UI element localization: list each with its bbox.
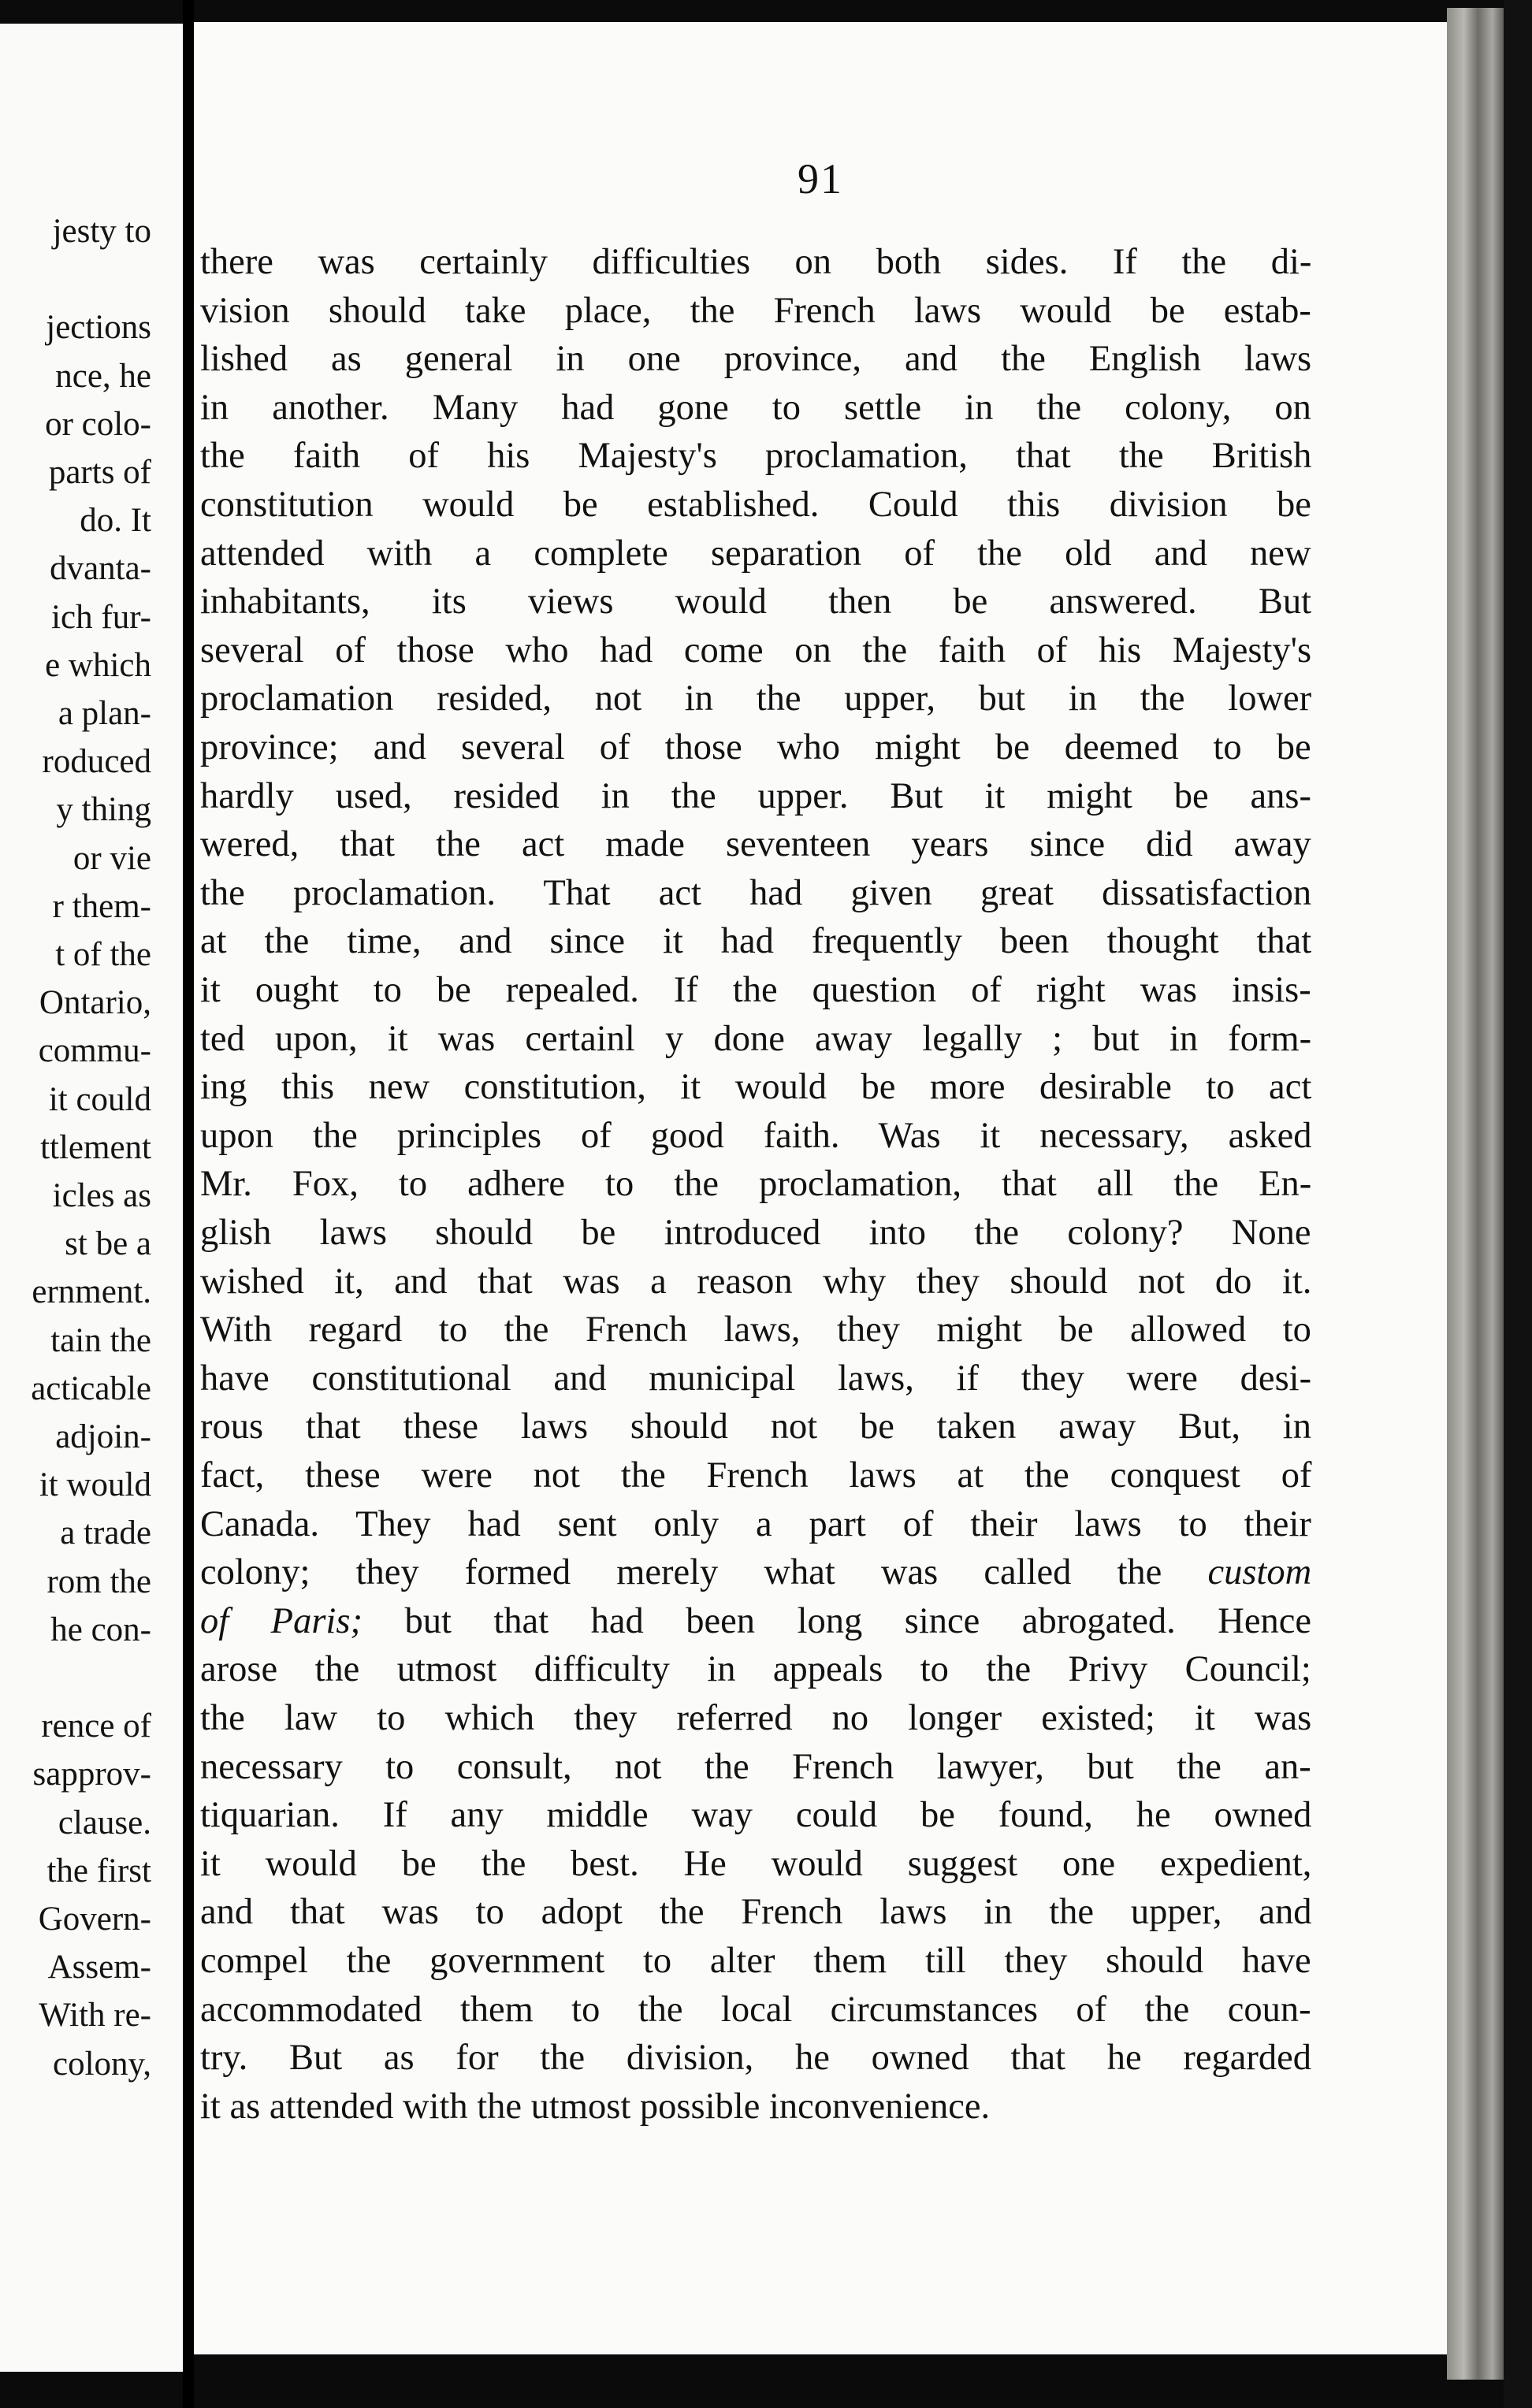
text-run: Canada. They had sent only a part of their laws to their	[200, 1503, 1311, 1544]
text-run: necessary to consult, not the French lawyer, but the an-	[200, 1746, 1311, 1787]
left-page-line: e which	[45, 646, 151, 684]
text-run: it ought to be repealed. If the question of right was insis-	[200, 970, 1311, 1010]
text-line	[200, 1600, 1312, 1641]
book-gutter	[183, 0, 194, 2408]
left-page-line: it could	[48, 1080, 151, 1118]
left-page-line: he con-	[50, 1611, 151, 1648]
left-page-line: rence of	[41, 1708, 151, 1745]
text-run: try. But as for the division, he owned that he regarded	[200, 2038, 1312, 2079]
left-page-line: sapprov-	[32, 1756, 151, 1793]
text-line	[200, 1261, 1312, 1302]
text-run: several of those who had come on the faith of his Majesty's	[200, 630, 1312, 671]
left-page-line: parts of	[48, 454, 151, 491]
text-run: arose the utmost difficulty in appeals to the Privy Council;	[200, 1649, 1311, 1690]
text-run: compel the government to alter them till they should have	[200, 1941, 1311, 1981]
left-page-line: roduced	[42, 743, 151, 781]
text-line	[200, 2040, 1311, 2077]
left-page-line: do. It	[80, 502, 151, 540]
text-run: inhabitants, its views would then be answered. But	[200, 582, 1312, 622]
text-run: there was certainly difficulties on both sides. If the di-	[200, 242, 1312, 282]
left-page-line: With re-	[39, 1997, 151, 2035]
text-run: the proclamation. That act had given great dissatisfaction	[200, 872, 1312, 913]
text-run: Mr. Fox, to adhere to the proclamation, that all the En-	[200, 1164, 1312, 1205]
text-line	[200, 584, 1311, 621]
left-page-line: a plan-	[58, 695, 151, 732]
text-line	[200, 1649, 1311, 1690]
left-page-line: tain the	[50, 1321, 151, 1359]
text-line	[200, 533, 1311, 574]
text-run: in another. Many had gone to settle in the colony, on	[200, 387, 1311, 428]
text-run: constitution would be established. Could this division be	[200, 485, 1311, 525]
text-run: vision should take place, the French laws would be estab-	[200, 290, 1311, 331]
left-page-line: it would	[39, 1466, 151, 1504]
text-run: attended with a complete separation of the old and new	[200, 533, 1311, 574]
left-page-line: the first	[46, 1852, 151, 1890]
text-run: at the time, and since it had frequently been thought that	[200, 921, 1312, 962]
text-run: and that was to adopt the French laws in the upper, and	[200, 1892, 1312, 1933]
text-line	[200, 1989, 1311, 2030]
text-line	[200, 1215, 1311, 1252]
text-run: tiquarian. If any middle way could be found, he owned	[200, 1795, 1312, 1836]
text-line	[200, 387, 1311, 428]
left-page-line: jections	[46, 309, 151, 347]
text-line	[200, 872, 1312, 913]
text-line	[200, 1943, 1311, 1980]
text-line	[200, 972, 1311, 1009]
text-run: the faith of his Majesty's proclamation, that the British	[200, 436, 1312, 477]
text-line	[200, 1115, 1312, 1156]
text-line	[200, 678, 1312, 719]
left-page-line: icles as	[52, 1177, 151, 1214]
left-page-line: st be a	[65, 1225, 151, 1263]
text-line	[200, 1069, 1311, 1106]
text-run: ing this new constitution, it would be more desirable to act	[200, 1067, 1312, 1108]
text-line	[200, 1358, 1312, 1399]
text-run: fact, these were not the French laws at the conquest of	[200, 1455, 1312, 1496]
previous-page-fragment	[0, 24, 185, 2372]
text-line	[200, 2086, 991, 2127]
text-run: it would be the best. He would suggest one expedient,	[200, 1843, 1312, 1884]
text-run: ted upon, it was certainl y done away legally ; but in form-	[200, 1018, 1312, 1059]
text-run: proclamation resided, not in the upper, but in the lower	[200, 678, 1312, 719]
text-line	[200, 1797, 1311, 1834]
text-run: but that had been long since abrogated. Hence	[362, 1600, 1312, 1641]
left-page-line: or colo-	[45, 405, 151, 443]
text-run: rous that these laws should not be taken away But, in	[200, 1407, 1311, 1447]
text-run: colony; they formed merely what was called the	[200, 1552, 1208, 1593]
text-line	[200, 1843, 1312, 1884]
left-page-line: ttlement	[40, 1128, 151, 1166]
text-line	[200, 630, 1312, 671]
left-page-line: Assem-	[47, 1949, 151, 1986]
italic-run: custom	[1207, 1552, 1312, 1593]
left-page-line: clause.	[58, 1804, 151, 1841]
book-page	[194, 22, 1447, 2354]
left-page-line: acticable	[31, 1369, 151, 1407]
text-line	[200, 1552, 1312, 1593]
text-line	[200, 1746, 1311, 1787]
text-run: accommodated them to the local circumstances of the coun-	[200, 1989, 1311, 2030]
text-run: With regard to the French laws, they might be allowed to	[200, 1310, 1311, 1351]
italic-run: of Paris;	[200, 1600, 363, 1641]
text-line	[200, 923, 1311, 961]
text-line	[200, 1503, 1311, 1544]
text-run: upon the principles of good faith. Was it necessary, asked	[200, 1115, 1312, 1156]
text-run: have constitutional and municipal laws, if they were desi-	[200, 1358, 1312, 1399]
text-run: province; and several of those who might be deemed to be	[200, 727, 1311, 767]
left-page-line: commu-	[38, 1032, 151, 1070]
text-run: wered, that the act made seventeen years since did away	[200, 824, 1311, 865]
left-page-line: dvanta-	[50, 550, 151, 588]
text-line	[200, 775, 1311, 816]
text-run: hardly used, resided in the upper. But it might be ans-	[200, 775, 1311, 816]
left-page-line: or vie	[73, 839, 151, 877]
text-line	[200, 1455, 1312, 1496]
text-run: the law to which they referred no longer existed; it was	[200, 1698, 1312, 1738]
text-line	[200, 1312, 1311, 1349]
text-line	[200, 727, 1311, 767]
left-page-line: Govern-	[38, 1901, 151, 1938]
text-line	[200, 244, 1311, 281]
text-line	[200, 438, 1311, 475]
text-run: lished as general in one province, and the English laws	[200, 339, 1312, 380]
left-page-line: jesty to	[52, 213, 151, 250]
left-page-line: nce, he	[55, 357, 151, 395]
text-line	[200, 290, 1311, 331]
left-page-line: a trade	[60, 1514, 151, 1552]
text-line	[200, 824, 1311, 865]
left-page-line: t of the	[55, 936, 151, 973]
left-page-line: colony,	[53, 2045, 151, 2083]
text-run: glish laws should be introduced into the colony? None	[200, 1213, 1311, 1253]
text-run: wished it, and that was a reason why they should not do it.	[200, 1261, 1312, 1302]
left-page-line: Ontario,	[39, 984, 151, 1022]
left-page-line: adjoin-	[55, 1418, 151, 1455]
page-edges	[1447, 8, 1504, 2380]
page-number: 91	[798, 155, 843, 203]
text-line	[200, 1018, 1312, 1059]
left-page-line: rom the	[46, 1563, 151, 1600]
left-page-line: y thing	[56, 791, 151, 829]
text-line	[200, 1166, 1311, 1203]
text-line	[200, 1700, 1311, 1737]
text-line	[200, 341, 1311, 378]
scan-border	[1504, 0, 1532, 2408]
left-page-line: ich fur-	[51, 598, 151, 636]
text-line	[200, 1409, 1311, 1446]
text-run: it as attended with the utmost possible inconvenience.	[200, 2086, 991, 2127]
left-page-line: r them-	[52, 887, 151, 925]
text-line	[200, 1894, 1311, 1931]
left-page-line: ernment.	[32, 1273, 151, 1311]
text-line	[200, 487, 1311, 524]
